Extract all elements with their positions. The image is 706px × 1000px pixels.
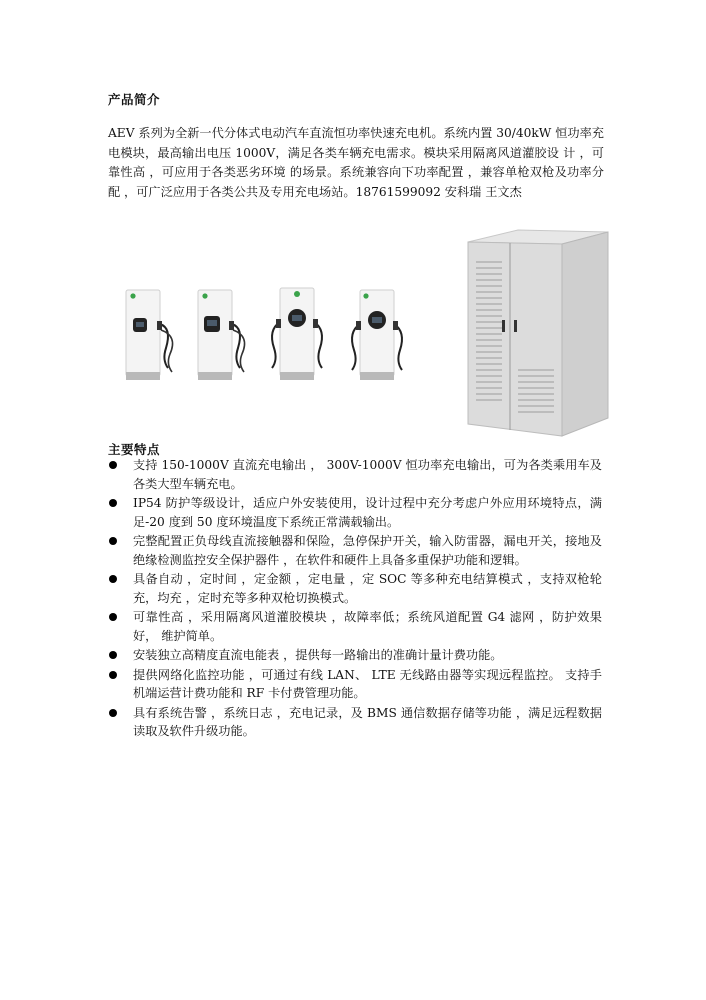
bullet-icon <box>109 709 117 717</box>
charger-image <box>120 288 190 388</box>
feature-text: 提供网络化监控功能 ，可通过有线 LAN、 LTE 无线路由器等实现远程监控。 支持手机端运营计费功能和 RF 卡付费管理功能。 <box>133 667 602 700</box>
feature-text: IP54 防护等级设计，适应户外安装使用，设计过程中充分考虑户外应用环境特点，满足-20 度到 50 度环境温度下系统正常满载输出。 <box>133 496 602 529</box>
bullet-icon <box>109 613 117 621</box>
feature-item <box>108 666 602 703</box>
product-images <box>108 228 612 440</box>
feature-text: 具有系统告警 ，系统日志 ，充电记录，及 BMS 通信数据存储等功能 ，满足远程数据读取及软件升级功能。 <box>133 705 602 738</box>
feature-item <box>108 704 602 741</box>
feature-item <box>108 456 602 493</box>
feature-text: 安装独立高精度直流电能表 ，提供每一路输出的准确计量计费功能。 <box>133 648 503 662</box>
features-list <box>108 456 602 742</box>
charger-image <box>264 286 344 386</box>
feature-text: 具备自动 ，定时间 ，定金额 ，定电量 ，定 SOC 等多种充电结算模式 ，支持双枪轮充，均充 ，定时充等多种双枪切换模式。 <box>133 572 602 605</box>
bullet-icon <box>109 671 117 679</box>
bullet-icon <box>109 461 117 469</box>
feature-item <box>108 646 602 665</box>
bullet-icon <box>109 575 117 583</box>
bullet-icon <box>109 651 117 659</box>
feature-item <box>108 494 602 531</box>
feature-item <box>108 608 602 645</box>
feature-item <box>108 570 602 607</box>
feature-text: 可靠性高 ，采用隔离风道灌胶模块 ，故障率低；系统风道配置 G4 滤网 ，防护效果好， 维护简单。 <box>133 610 602 643</box>
feature-item <box>108 532 602 569</box>
bullet-icon <box>109 537 117 545</box>
intro-paragraph: AEV 系列为全新一代分体式电动汽车直流恒功率快速充电机。系统内置 30/40kW 恒功率充电模块，最高输出电压 1000V，满足各类车辆充电需求。模块采用隔离风道灌胶设 计 ，可靠性高 ，可应用于各类恶劣环境 的场景。系统兼容向下功率配置 ，兼容单枪双枪及功率分配 ，可广泛应用于各类公共及专用充电场站。18761599092 安科瑞 王文杰 <box>108 126 604 199</box>
power-cabinet-image <box>458 228 610 440</box>
features-heading: 主要特点 <box>108 442 161 457</box>
intro-heading: 产品简介 <box>108 92 161 107</box>
feature-text: 支持 150-1000V 直流充电输出 ， 300V-1000V 恒功率充电输出，可为各类乘用车及各类大型车辆充电。 <box>133 458 602 491</box>
charger-image <box>192 288 262 388</box>
bullet-icon <box>109 499 117 507</box>
feature-text: 完整配置正负母线直流接触器和保险，急停保护开关，输入防雷器，漏电开关，接地及绝缘检测监控安全保护器件 ，在软件和硬件上具备多重保护功能和逻辑。 <box>133 534 602 567</box>
charger-image <box>344 288 424 388</box>
